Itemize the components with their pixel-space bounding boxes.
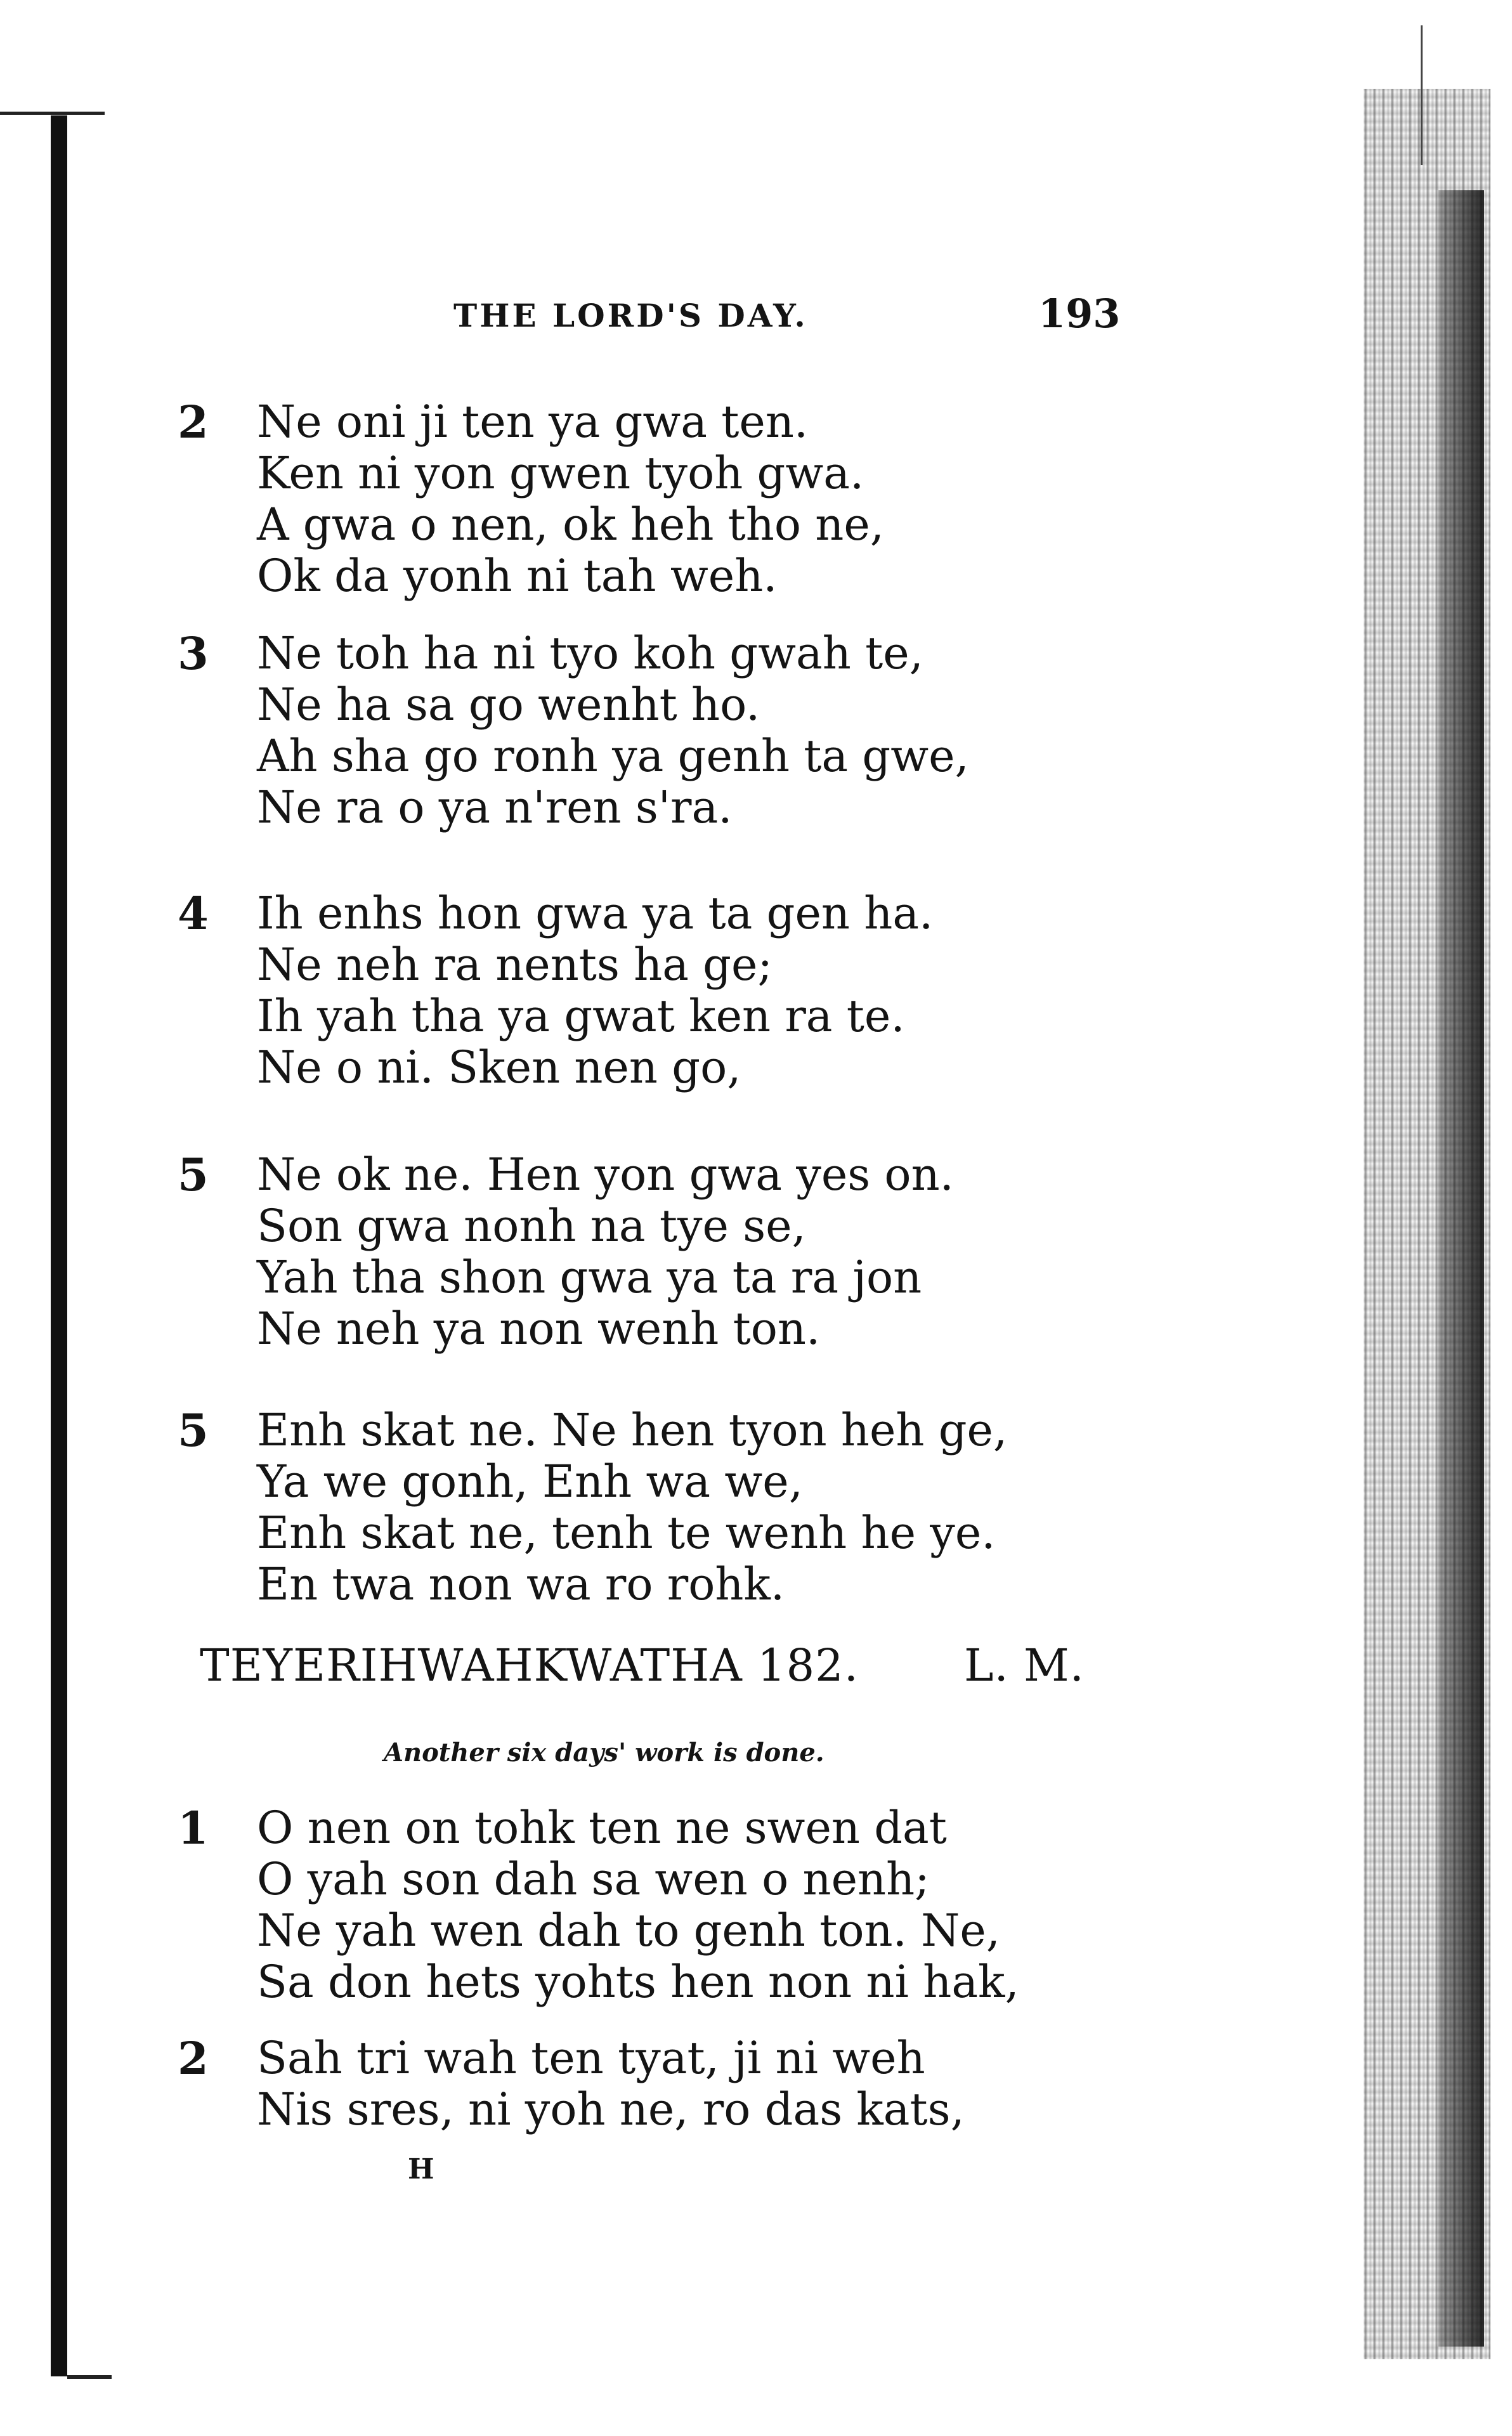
signature-mark: H: [408, 2153, 434, 2185]
stanza: [178, 1802, 1019, 2008]
stanza: [178, 1149, 954, 1355]
top-rule: [0, 112, 105, 115]
verse-line: O yah son dah sa wen o nenh;: [257, 1853, 930, 1905]
stanza-number: 1: [178, 1802, 209, 1854]
stanza-number: 5: [178, 1404, 209, 1457]
verse-line: Ne ha sa go wenht ho.: [257, 679, 760, 731]
page-edge-dark: [1438, 190, 1484, 2347]
hymn-title: TEYERIHWAHKWATHA 182.: [200, 1639, 859, 1691]
page-number: 193: [1038, 290, 1121, 337]
verse-line: Ne ra o ya n'ren s'ra.: [257, 781, 733, 833]
verse-line: Yah tha shon gwa ya ta ra jon: [257, 1251, 922, 1303]
hymn-title-block: [200, 1639, 1100, 1691]
stanza-number: 3: [178, 627, 209, 680]
stanza: [178, 1405, 1007, 1610]
verse-line: Ne neh ya non wenh ton.: [257, 1303, 821, 1355]
running-head: THE LORD'S DAY.: [453, 297, 808, 334]
verse-line: Ne neh ra nents ha ge;: [257, 939, 772, 991]
stanza-number: 2: [178, 2032, 209, 2085]
stanza: [178, 396, 884, 602]
stanza-number: 4: [178, 887, 209, 940]
bottom-rule: [67, 2375, 112, 2379]
verse-line: Ne ok ne. Hen yon gwa yes on.: [257, 1149, 954, 1201]
verse-line: En twa non wa ro rohk.: [257, 1558, 785, 1610]
verse-line: Ne yah wen dah to genh ton. Ne,: [257, 1905, 1001, 1957]
verse-line: Ah sha go ronh ya genh ta gwe,: [257, 730, 969, 782]
page-edge-line: [1421, 25, 1423, 165]
hymn-first-line-subtitle: Another six days' work is done.: [384, 1738, 824, 1768]
verse-line: Nis sres, ni yoh ne, ro das kats,: [257, 2083, 965, 2135]
verse-line: Ya we gonh, Enh wa we,: [257, 1456, 803, 1508]
stanza-number: 2: [178, 396, 209, 448]
stanza: [178, 888, 933, 1093]
verse-line: Ne o ni. Sken nen go,: [257, 1041, 741, 1093]
verse-line: Sah tri wah ten tyat, ji ni weh: [257, 2032, 925, 2084]
hymn-meter: L. M.: [964, 1639, 1085, 1691]
verse-line: Ken ni yon gwen tyoh gwa.: [257, 447, 864, 499]
verse-line: Ne oni ji ten ya gwa ten.: [257, 396, 809, 448]
binding-spine: [51, 115, 67, 2376]
verse-line: Ih enhs hon gwa ya ta gen ha.: [257, 887, 934, 939]
verse-line: Enh skat ne, tenh te wenh he ye.: [257, 1507, 996, 1559]
verse-line: O nen on tohk ten ne swen dat: [257, 1802, 947, 1854]
verse-line: Son gwa nonh na tye se,: [257, 1200, 806, 1252]
verse-line: Ne toh ha ni tyo koh gwah te,: [257, 627, 923, 679]
verse-line: A gwa o nen, ok heh tho ne,: [257, 498, 885, 550]
stanza-number: 5: [178, 1149, 209, 1201]
stanza: [178, 628, 969, 833]
verse-line: Ih yah tha ya gwat ken ra te.: [257, 990, 905, 1042]
verse-line: Ok da yonh ni tah weh.: [257, 550, 778, 602]
stanza: [178, 2033, 965, 2135]
verse-line: Enh skat ne. Ne hen tyon heh ge,: [257, 1404, 1008, 1456]
verse-line: Sa don hets yohts hen non ni hak,: [257, 1956, 1019, 2008]
